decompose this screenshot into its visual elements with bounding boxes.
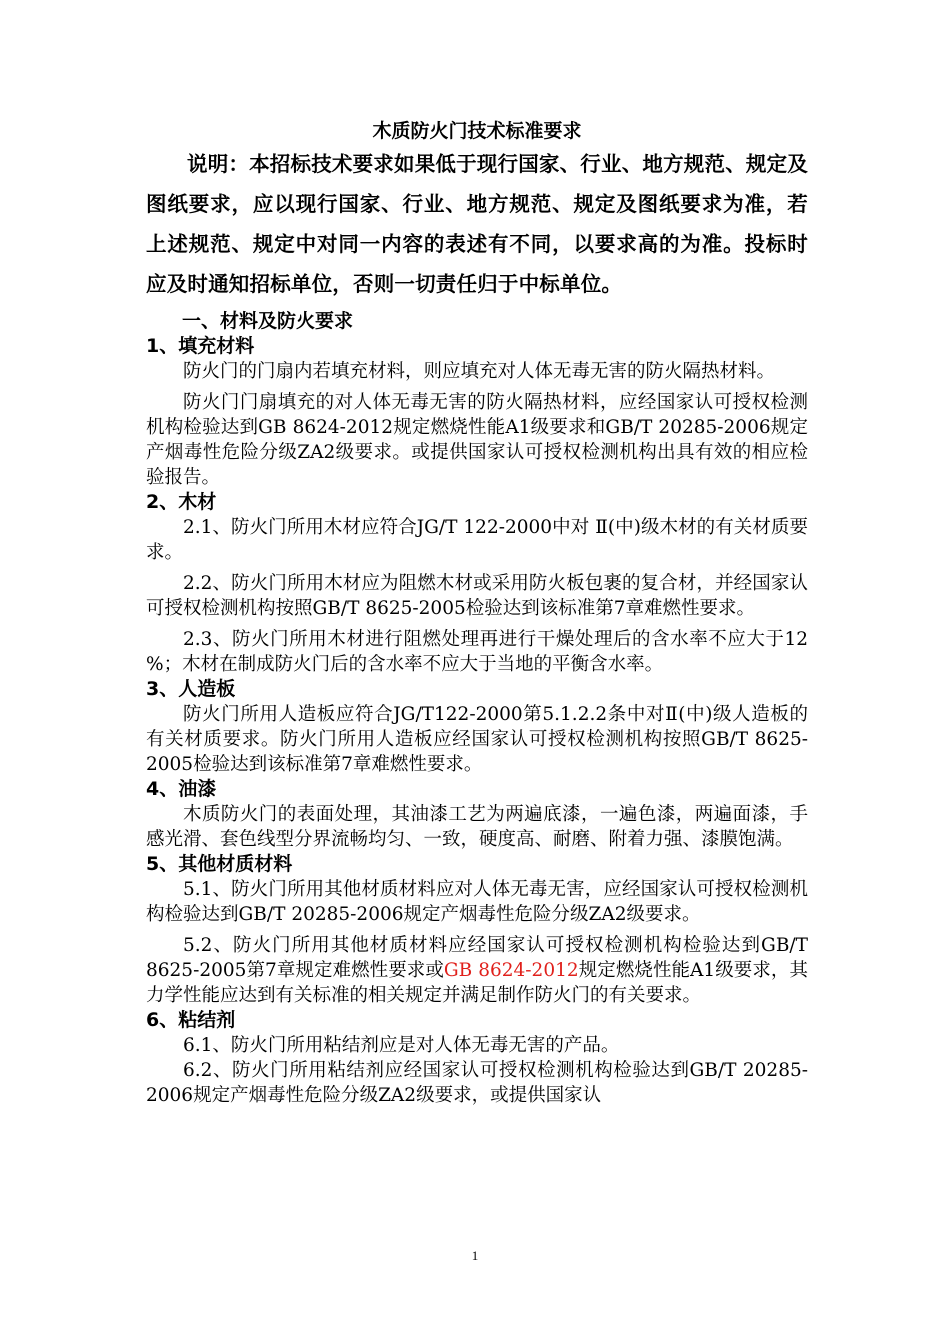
paragraph: 防火门的门扇内若填充材料，则应填充对人体无毒无害的防火隔热材料。 (183, 361, 776, 382)
paragraph (146, 933, 808, 1008)
paragraph: 6.2、防火门所用粘结剂应经国家认可授权检测机构检验达到GB/T 20285-2006规定产烟毒性危险分级ZA2级要求，或提供国家认 (146, 1060, 808, 1106)
text-run: 5.2、防火门所用其他材质材料应经国家认可授权检测机构检验达到GB/T 8625-2005第7章规定难燃性要求或 (146, 935, 808, 981)
page-number: 1 (471, 1248, 479, 1263)
section-heading: 一、材料及防火要求 (182, 310, 354, 332)
heading-other-materials: 5、其他材质材料 (146, 853, 293, 875)
paragraph: 2.3、防火门所用木材进行阻燃处理再进行干燥处理后的含水率不应大于12 %；木材在制成防火门后的含水率不应大于当地的平衡含水率。 (146, 629, 808, 675)
heading-paint: 4、油漆 (146, 778, 217, 800)
intro-paragraph: 说明：本招标技术要求如果低于现行国家、行业、地方规范、规定及图纸要求，应以现行国家、行业、地方规范、规定及图纸要求为准，若上述规范、规定中对同一内容的表述有不同，以要求高的为准。投标时应及时通知招标单位，否则一切责任归于中标单位。 (146, 152, 808, 296)
paragraph: 5.1、防火门所用其他材质材料应对人体无毒无害，应经国家认可授权检测机构检验达到GB/T 20285-2006规定产烟毒性危险分级ZA2级要求。 (146, 879, 808, 925)
paragraph: 2.1、防火门所用木材应符合JG/T 122-2000中对 Ⅱ(中)级木材的有关材质要求。 (146, 517, 808, 563)
paragraph: 木质防火门的表面处理，其油漆工艺为两遍底漆，一遍色漆，两遍面漆，手感光滑、套色线型分界流畅均匀、一致，硬度高、耐磨、附着力强、漆膜饱满。 (146, 804, 808, 850)
heading-filling-material: 1、填充材料 (146, 335, 255, 357)
paragraph: 6.1、防火门所用粘结剂应是对人体无毒无害的产品。 (183, 1035, 620, 1056)
document-body (146, 118, 808, 1108)
paragraph: 防火门门扇填充的对人体无毒无害的防火隔热材料，应经国家认可授权检测机构检验达到GB 8624-2012规定燃烧性能A1级要求和GB/T 20285-2006规定产烟毒性危险分级ZA2级要求。或提供国家认可授权检测机构出具有效的相应检验报告。 (146, 392, 808, 488)
heading-adhesive: 6、粘结剂 (146, 1009, 236, 1031)
paragraph: 防火门所用人造板应符合JG/T122-2000第5.1.2.2条中对Ⅱ(中)级人造板的有关材质要求。防火门所用人造板应经国家认可授权检测机构按照GB/T 8625-2005检验达到该标准第7章难燃性要求。 (146, 704, 808, 775)
highlighted-standard: GB 8624-2012 (443, 960, 579, 981)
paragraph: 2.2、防火门所用木材应为阻燃木材或采用防火板包裹的复合材，并经国家认可授权检测机构按照GB/T 8625-2005检验达到该标准第7章难燃性要求。 (146, 573, 808, 619)
heading-wood: 2、木材 (146, 491, 217, 513)
text-run: 规定燃烧性能A1级要求，其力学性能应达到有关标准的相关规定并满足制作防火门的有关要求。 (146, 960, 808, 1006)
heading-wood-panel: 3、人造板 (146, 678, 236, 700)
document-title: 木质防火门技术标准要求 (372, 120, 582, 142)
